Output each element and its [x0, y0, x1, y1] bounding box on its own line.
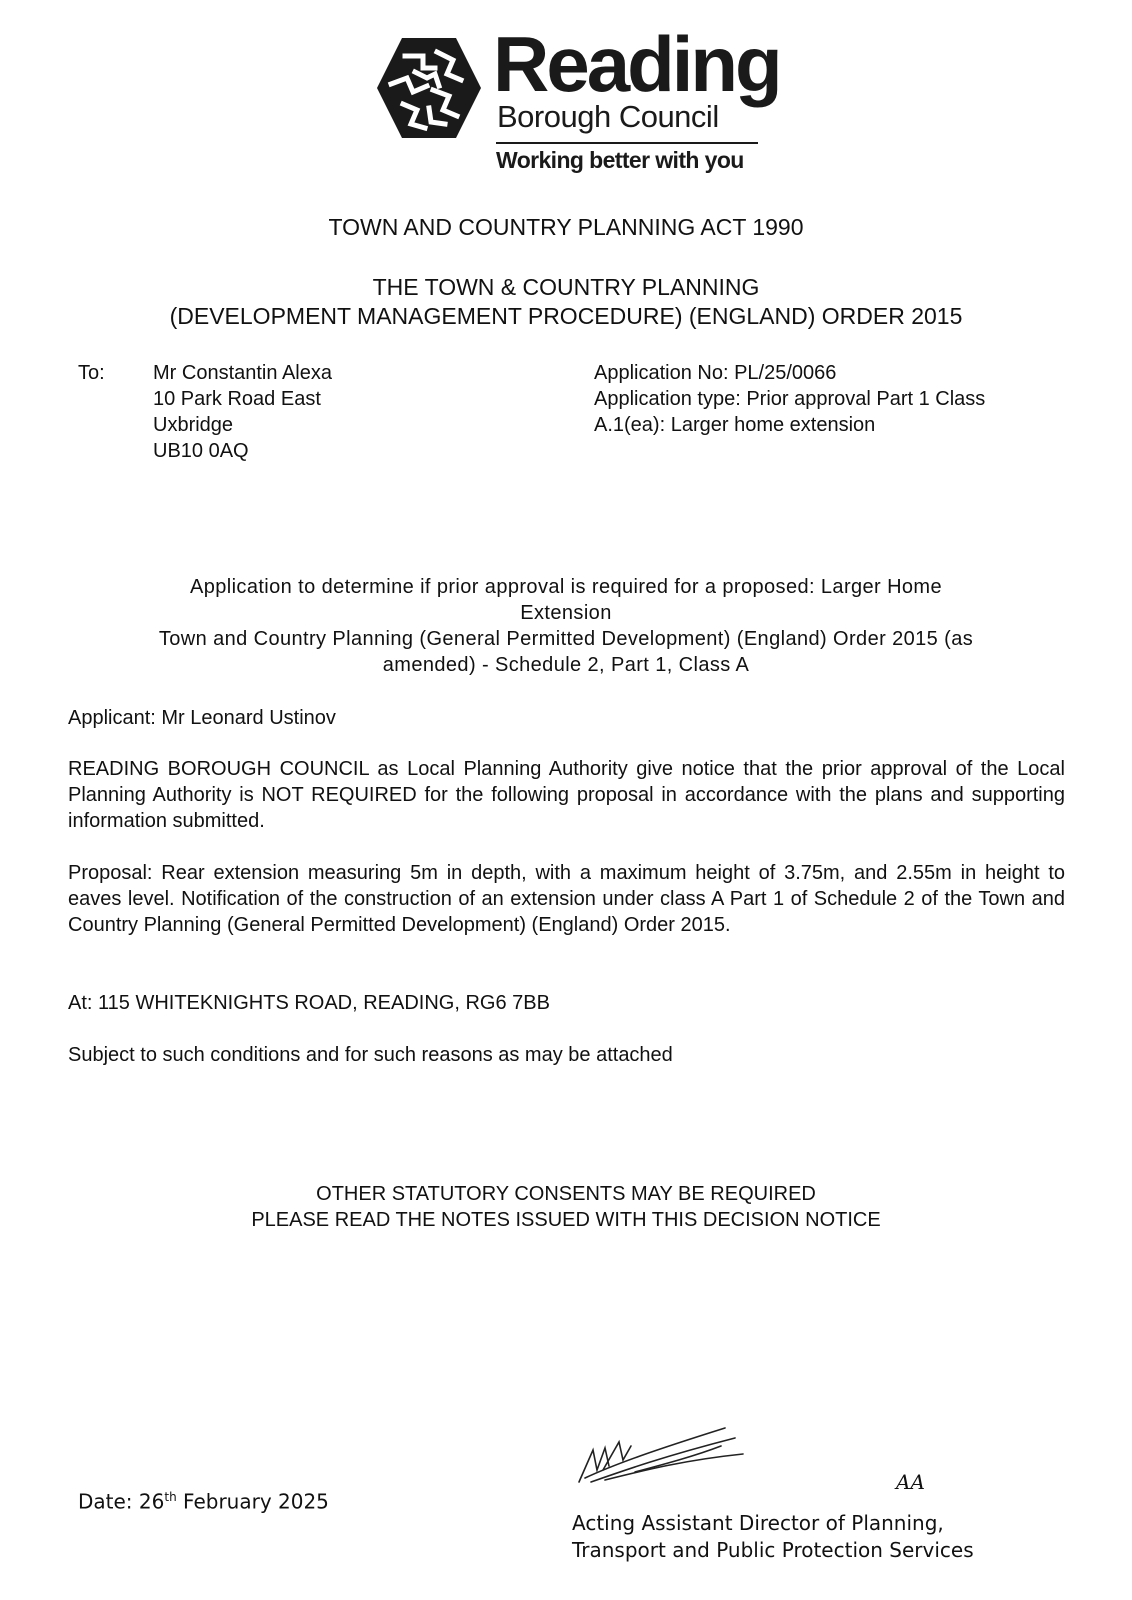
notes-line: OTHER STATUTORY CONSENTS MAY BE REQUIRED	[316, 1183, 816, 1205]
order-heading	[40, 273, 1092, 331]
application-description	[40, 574, 1092, 678]
logo-subtitle: Borough Council	[497, 99, 719, 134]
site-address: At: 115 WHITEKNIGHTS ROAD, READING, RG6 7BB	[68, 992, 550, 1014]
description-line: Town and Country Planning (General Permitted Development) (England) Order 2015 (as	[158, 628, 974, 650]
description-line: amended) - Schedule 2, Part 1, Class A	[382, 654, 750, 676]
address-line: Uxbridge	[153, 414, 234, 436]
applicant-line: Applicant: Mr Leonard Ustinov	[68, 707, 336, 729]
application-number: Application No: PL/25/0066	[594, 362, 837, 384]
description-line: Application to determine if prior approval is required for a proposed: Larger Home	[189, 576, 943, 598]
notes-line: PLEASE READ THE NOTES ISSUED WITH THIS DECISION NOTICE	[251, 1209, 881, 1231]
address-line: Mr Constantin Alexa	[153, 362, 332, 384]
address-line: 10 Park Road East	[153, 388, 321, 410]
logo-tagline: Working better with you	[496, 147, 744, 173]
application-type-continued: A.1(ea): Larger home extension	[594, 414, 876, 436]
description-line: Extension	[520, 602, 612, 624]
decision-date	[78, 1484, 329, 1515]
act-heading: TOWN AND COUNTRY PLANNING ACT 1990	[328, 214, 804, 240]
logo-wordmark: Reading	[493, 20, 780, 108]
logo-divider	[496, 142, 758, 144]
date-ordinal: th	[164, 1490, 177, 1504]
order-heading-line: THE TOWN & COUNTRY PLANNING	[372, 274, 760, 300]
conditions-note: Subject to such conditions and for such reasons as may be attached	[68, 1044, 673, 1066]
statutory-notes	[40, 1181, 1092, 1233]
signatory-line: Acting Assistant Director of Planning,	[572, 1511, 944, 1535]
application-details	[594, 360, 1074, 438]
date-prefix: Date: 26	[78, 1489, 165, 1514]
address-line: UB10 0AQ	[153, 440, 249, 462]
handwritten-signature-icon	[575, 1420, 745, 1490]
date-month-year: February 2025	[176, 1489, 329, 1514]
signatory-line: Transport and Public Protection Services	[572, 1538, 974, 1562]
reading-hexagon-logo-icon	[375, 34, 483, 142]
application-type: Application type: Prior approval Part 1 Class	[594, 388, 986, 410]
proposal-description: Proposal: Rear extension measuring 5m in depth, with a maximum height of 3.75m, and 2.55m in height to eaves level. Notification of the construction of an extension under class A Part 1 of Schedule 2 of the Town and Country Planning (General Permitted Development) (England) Order 2015.	[68, 862, 1065, 936]
council-logo	[375, 20, 780, 175]
signature-initials: AA	[896, 1470, 925, 1494]
recipient-address	[153, 360, 332, 464]
order-heading-line: (DEVELOPMENT MANAGEMENT PROCEDURE) (ENGLAND) ORDER 2015	[169, 303, 963, 329]
recipient-label: To:	[78, 362, 105, 384]
signatory-title	[572, 1510, 974, 1564]
decision-notice: READING BOROUGH COUNCIL as Local Planning Authority give notice that the prior approval of the Local Planning Authority is NOT REQUIRED for the following proposal in accordance with the plans and supporting information submitted.	[68, 758, 1065, 832]
